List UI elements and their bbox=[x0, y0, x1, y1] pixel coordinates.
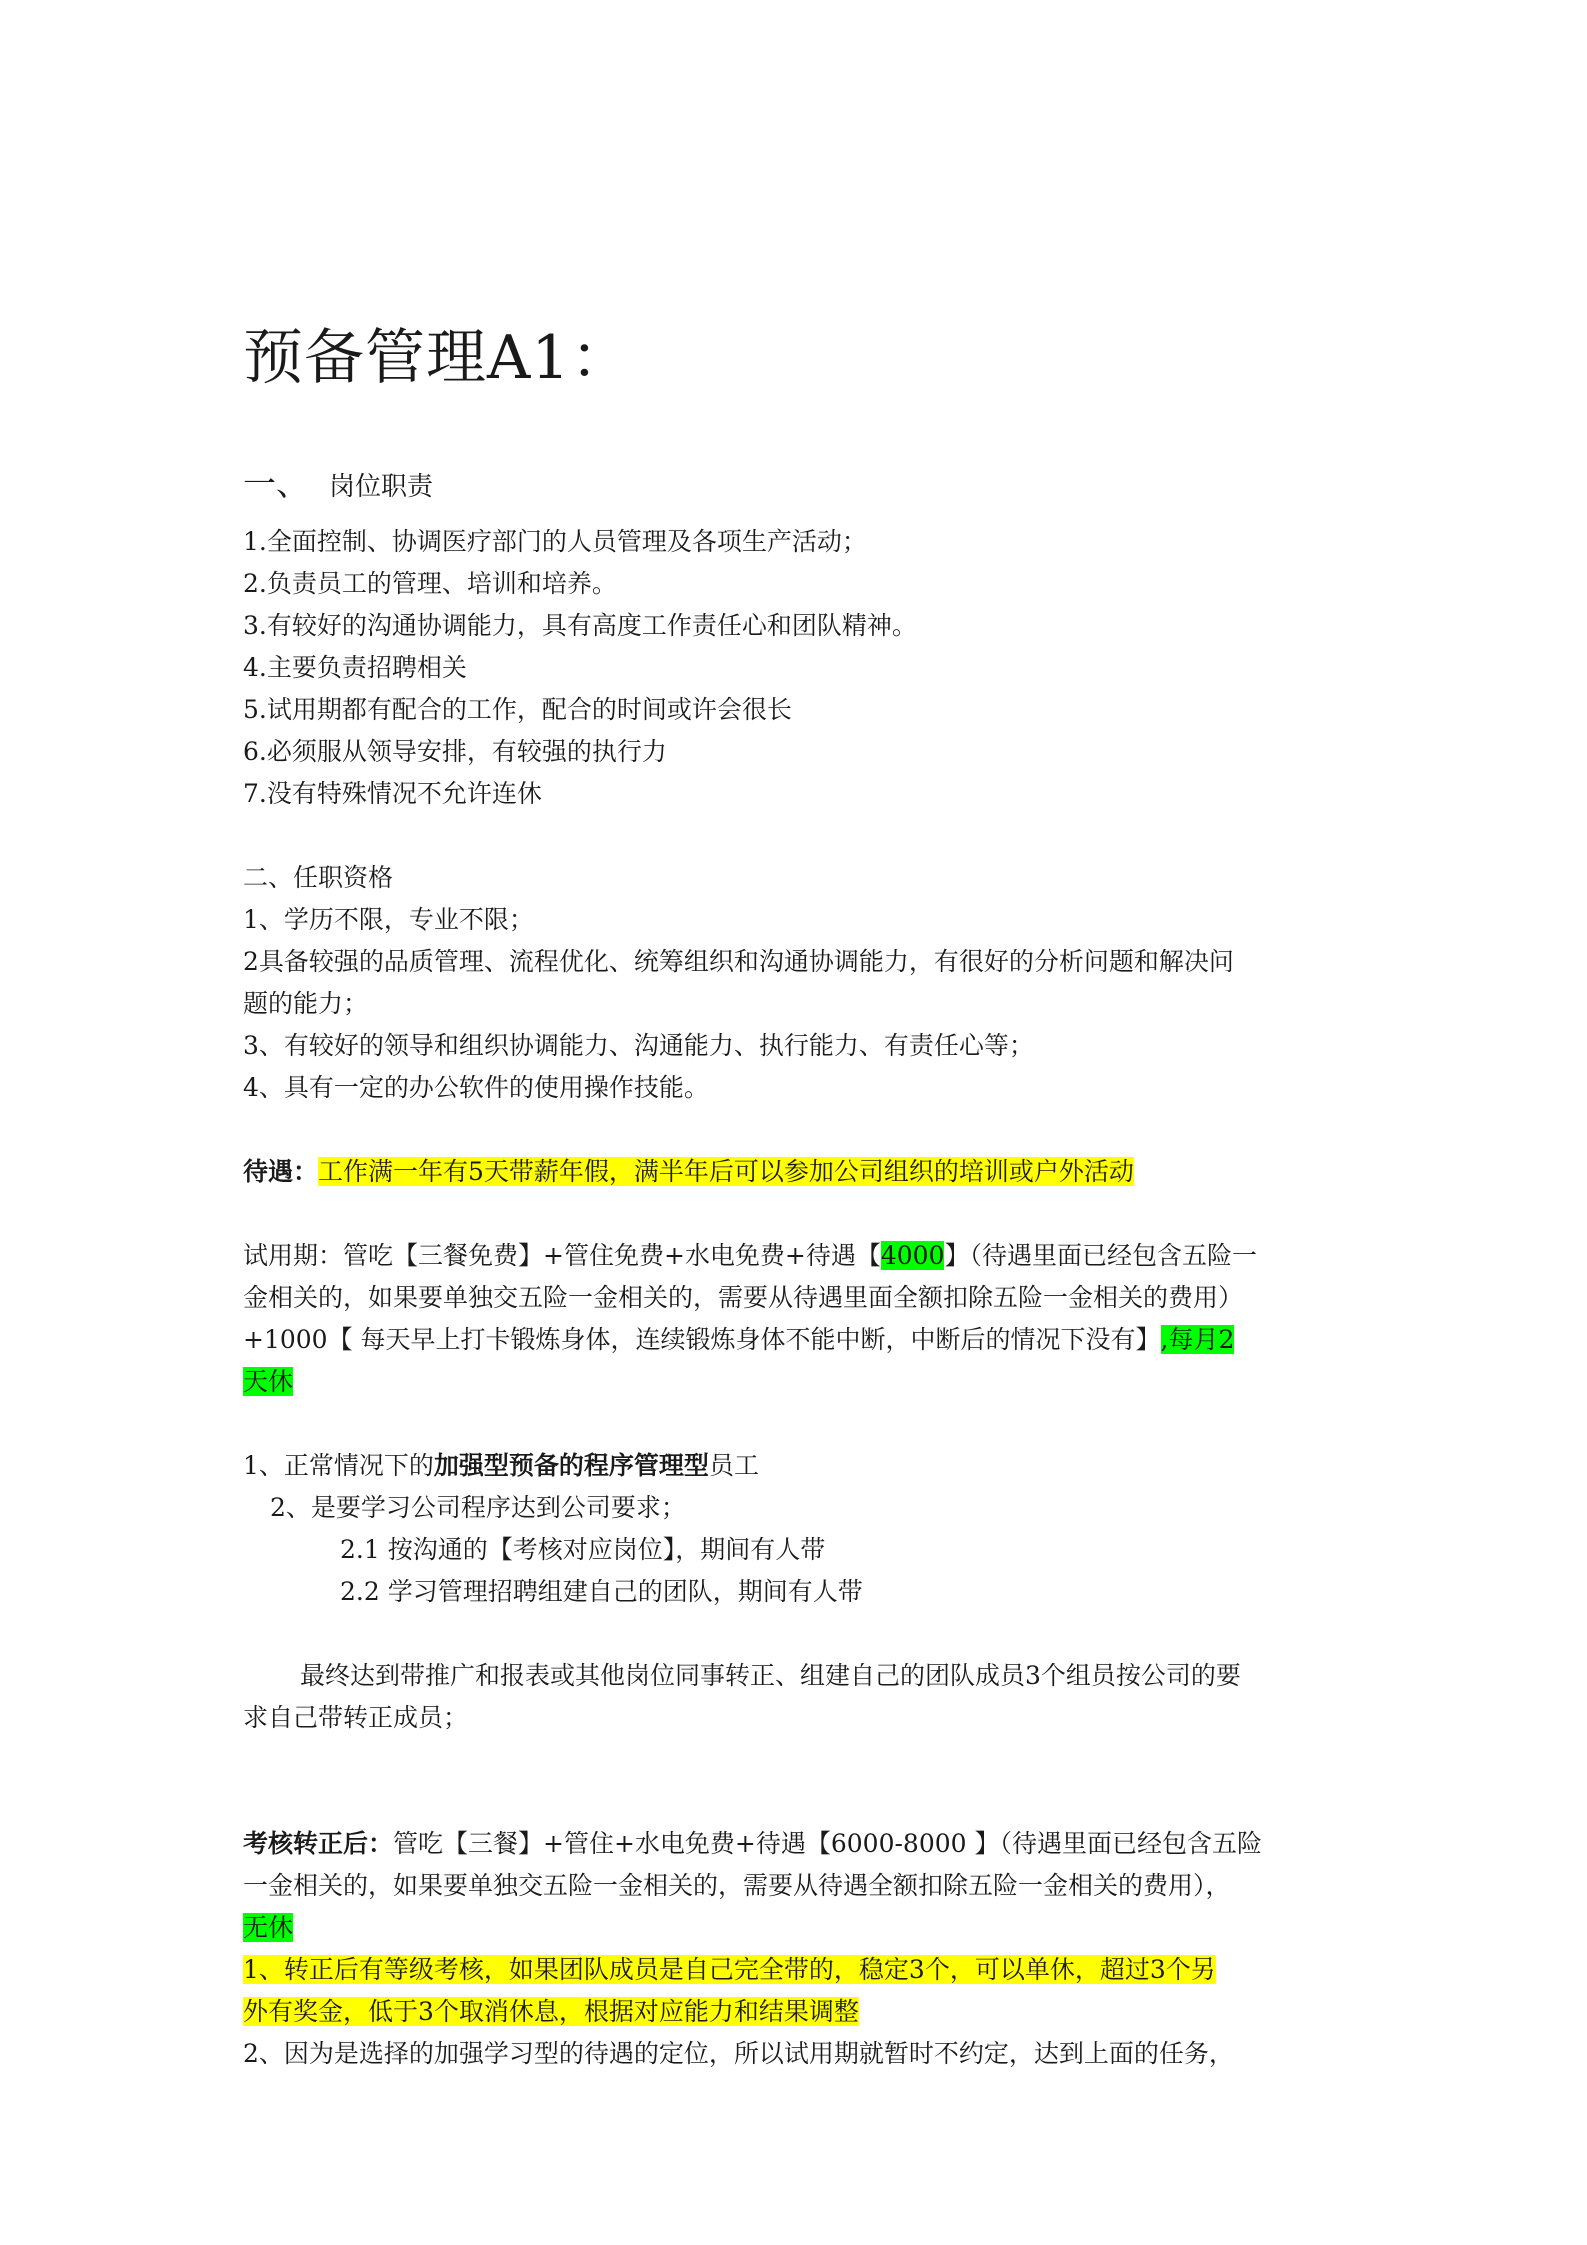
probation-line: 金相关的，如果要单独交五险一金相关的，需要从待遇里面全额扣除五险一金相关的费用） bbox=[243, 1283, 1244, 1312]
section2-heading: 二、任职资格 bbox=[243, 863, 394, 892]
duty-item: 1.全面控制、协调医疗部门的人员管理及各项生产活动； bbox=[243, 527, 867, 556]
probation-line bbox=[243, 1235, 1257, 1277]
probation-text: +1000【 每天早上打卡锻炼身体，连续锻炼身体不能中断，中断后的情况下没有】 bbox=[243, 1325, 1161, 1354]
after-line: 2、因为是选择的加强学习型的待遇的定位，所以试用期就暂时不约定，达到上面的任务， bbox=[243, 2039, 1234, 2068]
program-subitem: 2.2 学习管理招聘组建自己的团队，期间有人带 bbox=[340, 1577, 863, 1606]
after-line bbox=[243, 1949, 1216, 1991]
program-subitem: 2.1 按沟通的【考核对应岗位】，期间有人带 bbox=[340, 1535, 826, 1564]
duty-item: 7.没有特殊情况不允许连休 bbox=[243, 779, 542, 808]
probation-text: 】（待遇里面已经包含五险一 bbox=[944, 1241, 1257, 1270]
program-line bbox=[243, 1445, 759, 1487]
after-highlight: 外有奖金，低于3个取消休息，根据对应能力和结果调整 bbox=[243, 1997, 859, 2026]
benefits-label: 待遇： bbox=[243, 1157, 319, 1186]
after-line bbox=[243, 1907, 293, 1949]
program-text: 1、正常情况下的 bbox=[243, 1451, 434, 1480]
after-line bbox=[243, 1991, 859, 2033]
duty-item: 3.有较好的沟通协调能力，具有高度工作责任心和团队精神。 bbox=[243, 611, 917, 640]
benefits-text: 工作满一年有5天带薪年假，满半年后可以参加公司组织的培训或户外活动 bbox=[318, 1157, 1134, 1186]
goal-line: 求自己带转正成员； bbox=[243, 1703, 469, 1732]
section1-label: 岗位职责 bbox=[329, 472, 434, 502]
probation-text: 试用期：管吃【三餐免费】+管住免费+水电免费+待遇【 bbox=[243, 1241, 881, 1270]
probation-line bbox=[243, 1319, 1234, 1361]
after-line bbox=[243, 1823, 1262, 1865]
probation-rest-days: 天休 bbox=[243, 1367, 294, 1396]
qualification-item: 1、学历不限，专业不限； bbox=[243, 905, 534, 934]
page-title: 预备管理A1： bbox=[243, 323, 632, 393]
benefits-line bbox=[243, 1151, 1134, 1193]
probation-salary: 4000 bbox=[880, 1241, 945, 1270]
no-rest-badge: 无休 bbox=[243, 1913, 294, 1942]
qualification-item: 题的能力； bbox=[243, 989, 369, 1018]
section1-number: 一、 bbox=[243, 464, 309, 503]
section1-heading bbox=[243, 458, 433, 516]
program-text: 员工 bbox=[708, 1451, 759, 1480]
after-highlight: 1、转正后有等级考核，如果团队成员是自己完全带的，稳定3个，可以单休，超过3个另 bbox=[243, 1955, 1216, 1984]
duty-item: 5.试用期都有配合的工作，配合的时间或许会很长 bbox=[243, 695, 792, 724]
qualification-item: 3、有较好的领导和组织协调能力、沟通能力、执行能力、有责任心等； bbox=[243, 1031, 1034, 1060]
duty-item: 6.必须服从领导安排，有较强的执行力 bbox=[243, 737, 667, 766]
duty-item: 2.负责员工的管理、培训和培养。 bbox=[243, 569, 617, 598]
after-label: 考核转正后： bbox=[243, 1829, 394, 1858]
qualification-item: 4、具有一定的办公软件的使用操作技能。 bbox=[243, 1073, 709, 1102]
after-text: 管吃【三餐】+管住+水电免费+待遇【6000-8000 】（待遇里面已经包含五险 bbox=[393, 1829, 1262, 1858]
probation-rest-days: ,每月2 bbox=[1160, 1325, 1235, 1354]
qualification-item: 2具备较强的品质管理、流程优化、统筹组织和沟通协调能力，有很好的分析问题和解决问 bbox=[243, 947, 1234, 976]
goal-line: 最终达到带推广和报表或其他岗位同事转正、组建自己的团队成员3个组员按公司的要 bbox=[300, 1661, 1241, 1690]
after-line: 一金相关的，如果要单独交五险一金相关的，需要从待遇全额扣除五险一金相关的费用）， bbox=[243, 1871, 1231, 1900]
probation-line bbox=[243, 1361, 293, 1403]
duty-item: 4.主要负责招聘相关 bbox=[243, 653, 467, 682]
program-line: 2、是要学习公司程序达到公司要求； bbox=[270, 1493, 686, 1522]
program-type: 加强型预备的程序管理型 bbox=[433, 1451, 709, 1480]
